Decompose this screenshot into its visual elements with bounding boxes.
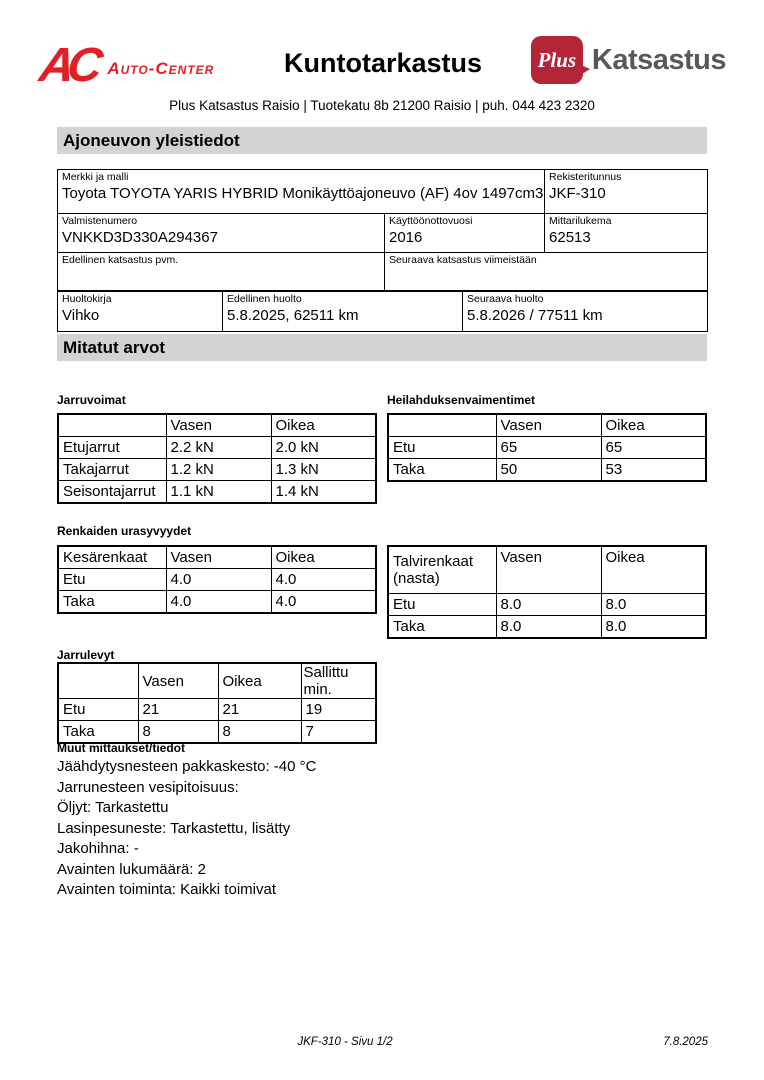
next-service-cell: [463, 292, 708, 332]
header-cell: Vasen: [166, 414, 271, 437]
row-label-cell: Etu: [58, 699, 138, 721]
list-item: Avainten toiminta: Kaikki toimivat: [57, 881, 276, 898]
table-row: [58, 721, 376, 744]
row-label-cell: Taka: [388, 616, 496, 639]
value-cell: 19: [301, 699, 376, 721]
value-cell: 53: [601, 459, 706, 482]
header-cell: [58, 663, 138, 699]
summer-tyres-table: [57, 545, 377, 614]
list-item: Jarrunesteen vesipitoisuus:: [57, 778, 239, 796]
plus-logo-tail-icon: [579, 64, 590, 76]
value-cell: 65: [601, 437, 706, 459]
row-label-cell: Takajarrut: [58, 459, 166, 481]
value-cell: 1.3 kN: [271, 459, 376, 481]
field-label: Mittarilukema: [549, 215, 612, 227]
field-label: Merkki ja malli: [62, 171, 129, 183]
row-label-cell: Etu: [388, 594, 496, 616]
row-label-cell: Etu: [58, 569, 166, 591]
value-cell: 50: [496, 459, 601, 482]
header-cell: Talvirenkaat (nasta): [388, 546, 496, 594]
value-cell: 2.2 kN: [166, 437, 271, 459]
list-item: Lasinpesuneste: Tarkastettu, lisätty: [57, 819, 291, 837]
field-value: 5.8.2025, 62511 km: [227, 307, 359, 324]
table-header-row: [388, 414, 706, 437]
previous-inspection-cell: [58, 253, 385, 291]
field-value: 2016: [389, 229, 423, 246]
winter-tyres-table: [387, 545, 707, 639]
value-cell: 4.0: [271, 591, 376, 614]
list-item: Öljyt: Tarkastettu: [57, 799, 169, 816]
shock-absorbers-caption: Heilahduksenvaimentimet: [387, 393, 536, 407]
tyre-depths-caption: Renkaiden urasyvyydet: [57, 524, 192, 538]
value-cell: 8: [218, 721, 301, 744]
registration-cell: [545, 170, 708, 214]
value-cell: 2.0 kN: [271, 437, 376, 459]
header-cell: Oikea: [271, 414, 376, 437]
row-label-cell: Etujarrut: [58, 437, 166, 459]
field-value: 5.8.2026 / 77511 km: [467, 307, 603, 324]
header-cell: Vasen: [496, 546, 601, 594]
header-cell: Oikea: [601, 546, 706, 594]
field-label: Seuraava katsastus viimeistään: [389, 254, 537, 266]
header-cell: Vasen: [166, 546, 271, 569]
field-label: Huoltokirja: [62, 293, 112, 305]
field-value: Vihko: [62, 307, 100, 324]
vehicle-info-table: [57, 169, 708, 291]
header-cell: Vasen: [496, 414, 601, 437]
table-header-row: [58, 414, 376, 437]
header-cell: Oikea: [601, 414, 706, 437]
header-cell: Oikea: [271, 546, 376, 569]
header-cell: Kesärenkaat: [58, 546, 166, 569]
auto-center-logo: [36, 39, 215, 92]
report-header: [36, 36, 726, 98]
value-cell: 65: [496, 437, 601, 459]
value-cell: 4.0: [166, 569, 271, 591]
field-label: Edellinen katsastus pvm.: [62, 254, 179, 266]
first-use-year-cell: [385, 214, 545, 253]
section-header-measured: Mitatut arvot: [57, 334, 707, 361]
header-cell: [58, 414, 166, 437]
header-cell: Oikea: [218, 663, 301, 699]
field-value: JKF-310: [549, 185, 606, 202]
value-cell: 1.1 kN: [166, 481, 271, 504]
table-row: [58, 292, 708, 332]
value-cell: 8.0: [496, 594, 601, 616]
header-cell: Sallittu min.: [301, 663, 376, 699]
plus-katsastus-logo: [531, 36, 726, 84]
plus-logo-word: Plus: [537, 47, 577, 72]
table-header-row: [388, 546, 706, 594]
table-row: [58, 569, 376, 591]
shock-absorbers-table: [387, 413, 707, 482]
row-label-cell: Seisontajarrut: [58, 481, 166, 504]
table-row: [58, 459, 376, 481]
section-header-general: Ajoneuvon yleistiedot: [57, 127, 707, 154]
brake-forces-table: [57, 413, 377, 504]
plus-logo-icon: [531, 36, 583, 84]
value-cell: 7: [301, 721, 376, 744]
value-cell: 1.2 kN: [166, 459, 271, 481]
table-row: [58, 591, 376, 614]
table-row: [388, 459, 706, 482]
table-row: [58, 253, 708, 291]
auto-center-logo-text: Auto-Center: [107, 59, 215, 78]
table-row: [58, 699, 376, 721]
value-cell: 8.0: [496, 616, 601, 639]
row-label-cell: Taka: [58, 591, 166, 614]
table-row: [58, 437, 376, 459]
table-row: [388, 616, 706, 639]
footer-page-number: JKF-310 - Sivu 1/2: [297, 1036, 393, 1048]
field-label: Käyttöönottovuosi: [389, 215, 473, 227]
value-cell: 8: [138, 721, 218, 744]
auto-center-logo-icon: AC: [36, 39, 100, 92]
field-value: 62513: [549, 229, 591, 246]
station-address: Plus Katsastus Raisio | Tuotekatu 8b 21200 Raisio | puh. 044 423 2320: [169, 98, 595, 113]
vin-cell: [58, 214, 385, 253]
make-model-cell: [58, 170, 545, 214]
value-cell: 4.0: [271, 569, 376, 591]
plus-logo-text: Katsastus: [591, 43, 726, 76]
brake-discs-table: [57, 662, 377, 744]
other-measurements-list: [57, 757, 316, 901]
table-row: [58, 481, 376, 504]
odometer-cell: [545, 214, 708, 253]
table-row: [388, 437, 706, 459]
row-label-cell: Taka: [58, 721, 138, 744]
page-title: Kuntotarkastus: [283, 48, 483, 78]
table-header-row: [58, 663, 376, 699]
field-label: Edellinen huolto: [227, 293, 302, 305]
field-value: Toyota TOYOTA YARIS HYBRID Monikäyttöajoneuvo (AF) 4ov 1497cm3: [62, 185, 544, 202]
header-cell: [388, 414, 496, 437]
service-book-cell: [58, 292, 223, 332]
row-label-cell: Etu: [388, 437, 496, 459]
table-row: [388, 594, 706, 616]
value-cell: 1.4 kN: [271, 481, 376, 504]
list-item: Avainten lukumäärä: 2: [57, 860, 206, 878]
list-item: Jakohihna: -: [57, 840, 139, 857]
value-cell: 21: [138, 699, 218, 721]
field-label: Valmistenumero: [62, 215, 138, 227]
value-cell: 8.0: [601, 594, 706, 616]
table-header-row: [58, 546, 376, 569]
next-inspection-cell: [385, 253, 708, 291]
field-label: Seuraava huolto: [467, 293, 544, 305]
table-row: [58, 170, 708, 214]
footer-date: 7.8.2025: [663, 1036, 708, 1048]
previous-service-cell: [223, 292, 463, 332]
brake-forces-caption: Jarruvoimat: [57, 393, 126, 407]
other-measurements-caption: Muut mittaukset/tiedot: [57, 741, 185, 755]
brake-discs-caption: Jarrulevyt: [57, 648, 115, 662]
field-value: VNKKD3D330A294367: [62, 229, 218, 246]
table-row: [58, 214, 708, 253]
value-cell: 21: [218, 699, 301, 721]
header-cell: Vasen: [138, 663, 218, 699]
service-info-table: [57, 291, 708, 332]
value-cell: 8.0: [601, 616, 706, 639]
row-label-cell: Taka: [388, 459, 496, 482]
field-label: Rekisteritunnus: [549, 171, 622, 183]
value-cell: 4.0: [166, 591, 271, 614]
list-item: Jäähdytysnesteen pakkaskesto: -40 °C: [57, 758, 317, 775]
